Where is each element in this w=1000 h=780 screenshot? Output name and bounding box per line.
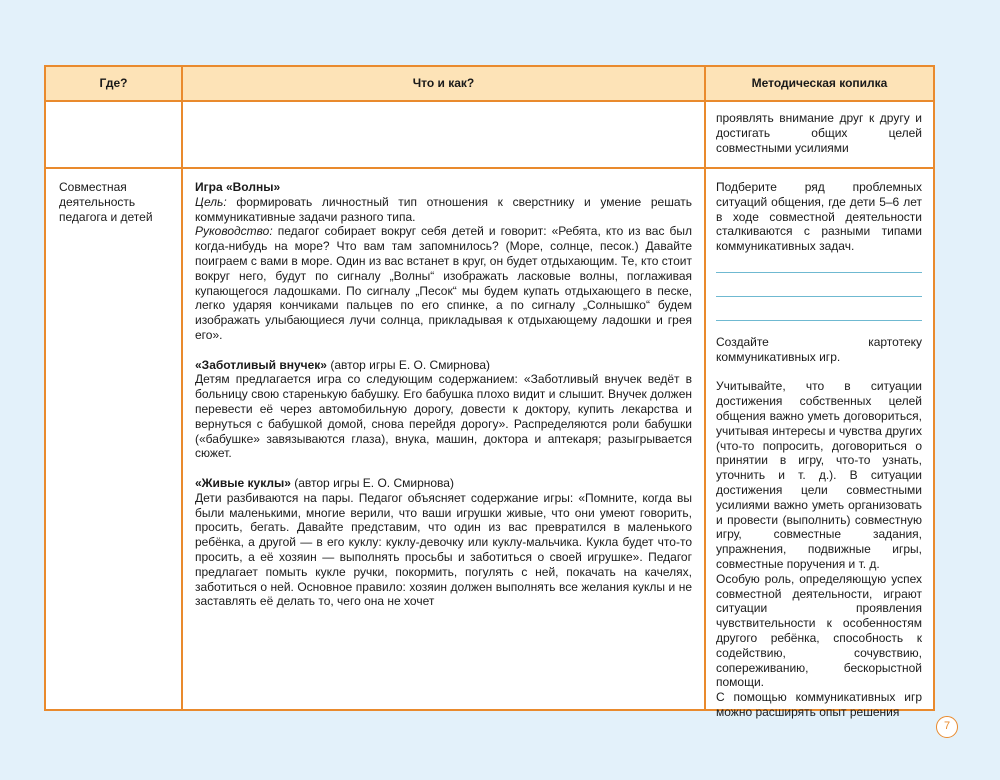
header-where: Где? bbox=[99, 76, 128, 90]
method-consider: Учитывайте, что в ситуации достижения собственных целей общения важно уметь договориться, учитывая интересы и чувства других (что-то попросить, договориться о принятии в игру, что-то узнать, уточнить и т. д.). В ситуации достижения цели совместными усилиями важно уметь организовать и провести (выполнить) совместную игру, совместные задания, упражнения, подвижные игры, совместные поручения и т. д. bbox=[716, 379, 922, 571]
game-waves-guide bbox=[195, 224, 692, 342]
game-waves-title: Игра «Волны» bbox=[195, 180, 281, 194]
guide-label: Руководство: bbox=[195, 224, 273, 239]
guide-text: педагог собирает вокруг себя детей и говорит: «Ребята, кто из вас был когда-нибудь на море? Что вам там запомнилось? (Море, солнце, песок.) Давайте поиграем с вами в море. Один из вас встанет в круг, он будет отдыхающим. Те, кто стоит вокруг него, будут по сигналу „Волны“ изображать ласковые волны, поглаживая купающегося ладошками. По сигналу „Песок“ мы будем купать отдыхающего в песке, легко ударяя кончиками пальцев по его спинке, а по сигналу „Солнышко“ будем изображать улыбающиеся лучи солнца, прикладывая к отдыхающему ладошки и грея его». bbox=[195, 224, 692, 342]
goal-text: формировать личностный тип отношения к сверстнику и умение решать коммуникативные задачи разного типа. bbox=[195, 194, 692, 224]
game-dolls-text: Дети разбиваются на пары. Педагог объясняет содержание игры: «Помните, когда вы были маленькими, многие верили, что ваши игрушки живые, что они умеют говорить, просить, бегать. Давайте представим, что один из вас превратился в маленького ребёнка, а другой — в его куклу: куклу-девочку или куклу-мальчика. Кукла будет что-то просить, а её хозяин — выполнять просьбы и заботиться о своей игрушке». Педагог предлагает помыть кукле ручки, покормить, погулять с ней, покачать на качелях, заботиться о ней. Основное правило: хозяин должен выполнять все желания куклы и не заставлять её делать то, чего она не хочет bbox=[195, 490, 692, 609]
row2-where-cell bbox=[59, 180, 171, 224]
row2-where-text: Совместная деятельность педагога и детей bbox=[59, 180, 153, 224]
column-divider bbox=[704, 67, 706, 709]
row2-what-how-cell bbox=[195, 180, 692, 609]
game-grandson-title: «Заботливый внучек» bbox=[195, 357, 327, 372]
goal-label: Цель: bbox=[195, 194, 227, 209]
column-divider bbox=[181, 67, 183, 709]
page-number: 7 bbox=[936, 716, 958, 738]
method-problem-situations: Подберите ряд проблемных ситуаций общения, где дети 5–6 лет в ходе совместной деятельности сталкиваются с разными типами коммуникативных задач. bbox=[716, 180, 922, 254]
method-special-role: Особую роль, определяющую успех совместной деятельности, играют ситуации проявления чувствительности к особенностям другого ребёнка, способность к содействию, сочувствию, сопереживанию, бескорыстной помощи. bbox=[716, 571, 922, 690]
game-grandson-text: Детям предлагается игра со следующим содержанием: «Заботливый внучек ведёт в больницу свою старенькую бабушку. Его бабушка плохо видит и слышит. Внучек должен перевести её через автомобильную дорогу, довести к доктору, купить лекарства и вернуться с бабушкой домой, снова перейдя дорогу». Распределяются роли бабушки («бабушке» завязываются глаза), внука, машин, доктора и аптекаря; разыгрывается сюжет. bbox=[195, 372, 692, 461]
row-divider bbox=[46, 167, 933, 169]
game-grandson-heading bbox=[195, 358, 692, 373]
game-grandson-author: (автор игры Е. О. Смирнова) bbox=[326, 357, 491, 372]
table-header bbox=[46, 67, 933, 102]
header-method-bank: Методическая копилка bbox=[751, 76, 888, 90]
method-card-index: Создайте картотеку коммуникативных игр. bbox=[716, 334, 922, 364]
row1-method-text: проявлять внимание друг к другу и достигать общих целей совместными усилиями bbox=[716, 111, 922, 155]
row2-method-cell bbox=[716, 180, 922, 720]
content-table bbox=[44, 65, 935, 719]
header-what-how: Что и как? bbox=[412, 76, 475, 90]
game-dolls-heading bbox=[195, 476, 692, 491]
game-waves-goal bbox=[195, 195, 692, 225]
row1-method-cell bbox=[716, 111, 922, 155]
game-dolls-title: «Живые куклы» bbox=[195, 475, 291, 490]
method-expand-experience: С помощью коммуникативных игр можно расширять опыт решения bbox=[716, 690, 922, 719]
game-dolls-author: (автор игры Е. О. Смирнова) bbox=[290, 475, 454, 490]
